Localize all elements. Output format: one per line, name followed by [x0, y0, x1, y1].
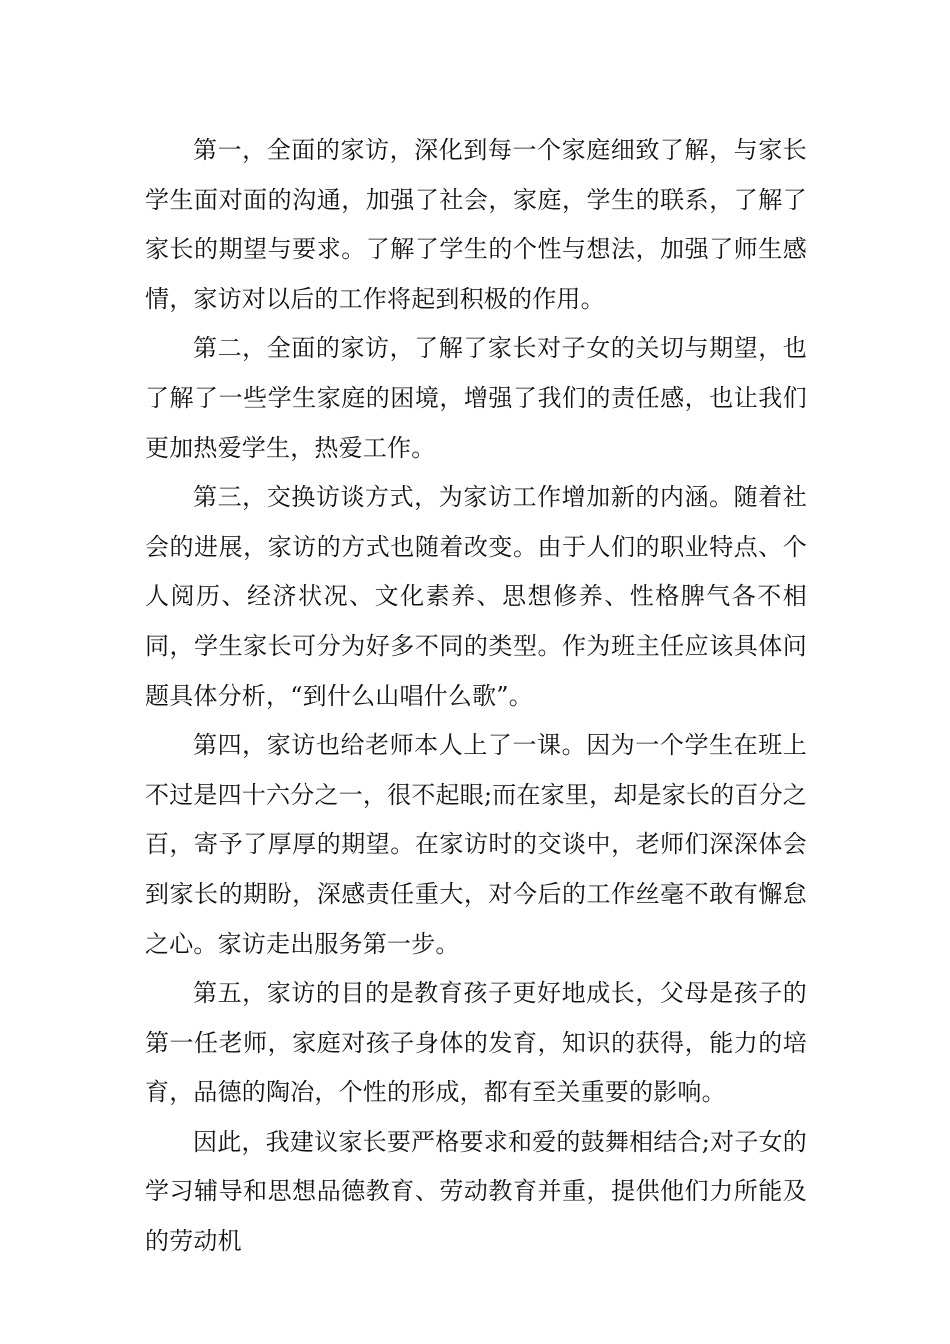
- paragraph-5: 第五，家访的目的是教育孩子更好地成长，父母是孩子的第一任老师，家庭对孩子身体的发育，知识的获得，能力的培育，品德的陶冶，个性的形成，都有至关重要的影响。: [145, 979, 807, 1107]
- paragraph-4: 第四，家访也给老师本人上了一课。因为一个学生在班上不过是四十六分之一，很不起眼;而在家里，却是家长的百分之百，寄予了厚厚的期望。在家访时的交谈中，老师们深深体会到家长的期盼，深感责任重大，对今后的工作丝毫不敢有懈怠之心。家访走出服务第一步。: [145, 731, 807, 958]
- paragraph-3: 第三，交换访谈方式，为家访工作增加新的内涵。随着社会的进展，家访的方式也随着改变。由于人们的职业特点、个人阅历、经济状况、文化素养、思想修养、性格脾气各不相同，学生家长可分为好多不同的类型。作为班主任应该具体问题具体分析，“到什么山唱什么歌”。: [145, 483, 807, 710]
- paragraph-6: 因此，我建议家长要严格要求和爱的鼓舞相结合;对子女的学习辅导和思想品德教育、劳动教育并重，提供他们力所能及的劳动机: [145, 1127, 807, 1256]
- paragraph-1: 第一，全面的家访，深化到每一个家庭细致了解，与家长学生面对面的沟通，加强了社会，家庭，学生的联系，了解了家长的期望与要求。了解了学生的个性与想法，加强了师生感情，家访对以后的工作将起到积极的作用。: [145, 136, 807, 313]
- document-body: [145, 126, 807, 1267]
- paragraph-2: 第二，全面的家访，了解了家长对子女的关切与期望，也了解了一些学生家庭的困境，增强了我们的责任感，也让我们更加热爱学生，热爱工作。: [145, 334, 807, 462]
